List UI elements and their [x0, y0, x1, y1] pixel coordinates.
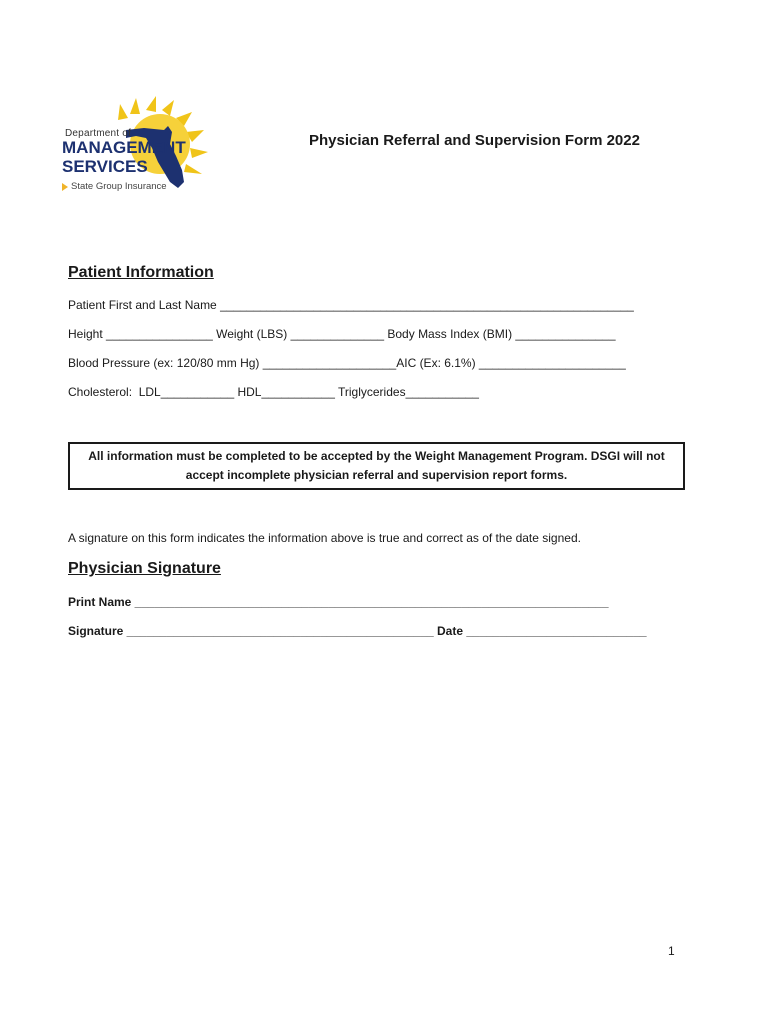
form-title: Physician Referral and Supervision Form 2022 — [309, 132, 640, 149]
triangle-icon — [62, 183, 68, 191]
patient-bp-line[interactable]: Blood Pressure (ex: 120/80 mm Hg) ____________________AIC (Ex: 6.1%) ______________________ — [68, 356, 626, 370]
logo-dept-text: Department of — [65, 128, 131, 139]
patient-cholesterol-line[interactable]: Cholesterol: LDL___________ HDL___________ Triglycerides___________ — [68, 385, 479, 399]
print-name-line[interactable]: Print Name _______________________________________________________________________ — [68, 595, 609, 609]
logo-subtitle-text: State Group Insurance — [71, 181, 167, 192]
dms-logo — [60, 92, 220, 202]
patient-name-line[interactable]: Patient First and Last Name ______________________________________________________________ — [68, 298, 634, 312]
signature-date-line[interactable]: Signature ______________________________________________ Date ___________________________ — [68, 624, 647, 638]
notice-box — [68, 442, 685, 490]
patient-info-heading: Patient Information — [68, 264, 214, 281]
patient-measure-line[interactable]: Height ________________ Weight (LBS) ______________ Body Mass Index (BMI) _______________ — [68, 327, 616, 341]
notice-text: All information must be completed to be accepted by the Weight Management Program. DSGI will not accept incomplete physician referral and supervision report forms. — [88, 449, 665, 482]
page-number: 1 — [668, 944, 675, 958]
logo-subtitle — [62, 181, 167, 192]
logo-management-text: MANAGEMENT — [62, 138, 186, 157]
signature-statement: A signature on this form indicates the information above is true and correct as of the date signed. — [68, 531, 581, 545]
physician-signature-heading: Physician Signature — [68, 560, 221, 577]
logo-services-text: SERVICES — [62, 157, 148, 176]
